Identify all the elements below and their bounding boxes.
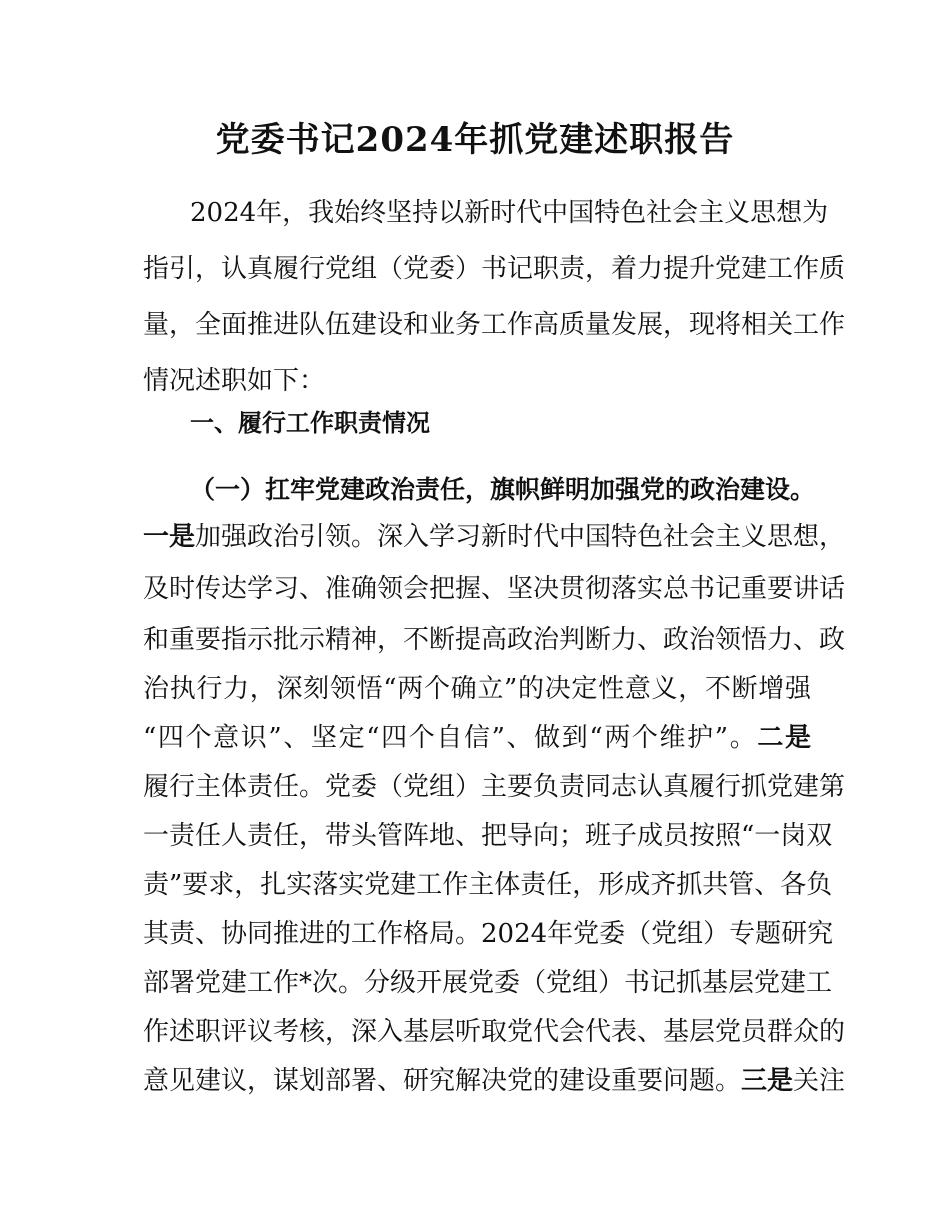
intro-line-3: 量，全面推进队伍建设和业务工作高质量发展，现将相关工作: [143, 310, 846, 340]
body-line-3: 和重要指示批示精神，不断提高政治判断力、政治领悟力、政: [143, 625, 846, 655]
intro-line-1: 2024年，我始终坚持以新时代中国特色社会主义思想为: [190, 198, 829, 228]
body-line-12-text: 意见建议，谋划部署、研究解决党的建设重要问题。: [143, 1066, 742, 1096]
body-line-1: [143, 509, 846, 565]
body-line-4: 治执行力，深刻领悟“两个确立”的决定性意义，不断增强: [143, 674, 811, 704]
page-title: 党委书记2024年抓党建述职报告: [215, 120, 735, 160]
emphasis-first: 一是: [143, 522, 196, 552]
intro-line-2: 指引，认真履行党组（党委）书记职责，着力提升党建工作质: [143, 254, 846, 284]
section-heading: 一、履行工作职责情况: [190, 409, 430, 437]
body-line-7: 一责任人责任，带头管阵地、把导向；班子成员按照“一岗双: [143, 821, 833, 851]
intro-line-4: 情况述职如下：: [143, 366, 326, 396]
body-line-6: 履行主体责任。党委（党组）主要负责同志认真履行抓党建第: [143, 772, 846, 802]
body-line-1-text: 加强政治引领。深入学习新时代中国特色社会主义思想，: [195, 522, 846, 552]
body-line-8: 责”要求，扎实落实党建工作主体责任，形成齐抓共管、各负: [143, 870, 833, 900]
body-line-10: 部署党建工作*次。分级开展党委（党组）书记抓基层党建工: [143, 968, 833, 998]
body-line-2: 及时传达学习、准确领会把握、坚决贯彻落实总书记重要讲话: [143, 574, 846, 604]
body-line-11: 作述职评议考核，深入基层听取党代会代表、基层党员群众的: [143, 1017, 846, 1047]
emphasis-third: 三是: [741, 1066, 794, 1096]
body-line-12: [143, 1053, 846, 1109]
subsection-heading: （一）扛牢党建政治责任，旗帜鲜明加强党的政治建设。: [190, 475, 816, 504]
body-line-5: [143, 710, 811, 766]
body-line-5-text: “四个意识”、坚定“四个自信”、做到“两个维护”。: [143, 723, 758, 753]
body-line-12-tail: 关注: [793, 1066, 846, 1096]
body-line-9: 其责、协同推进的工作格局。2024年党委（党组）专题研究: [143, 919, 834, 949]
emphasis-second: 二是: [757, 723, 811, 753]
